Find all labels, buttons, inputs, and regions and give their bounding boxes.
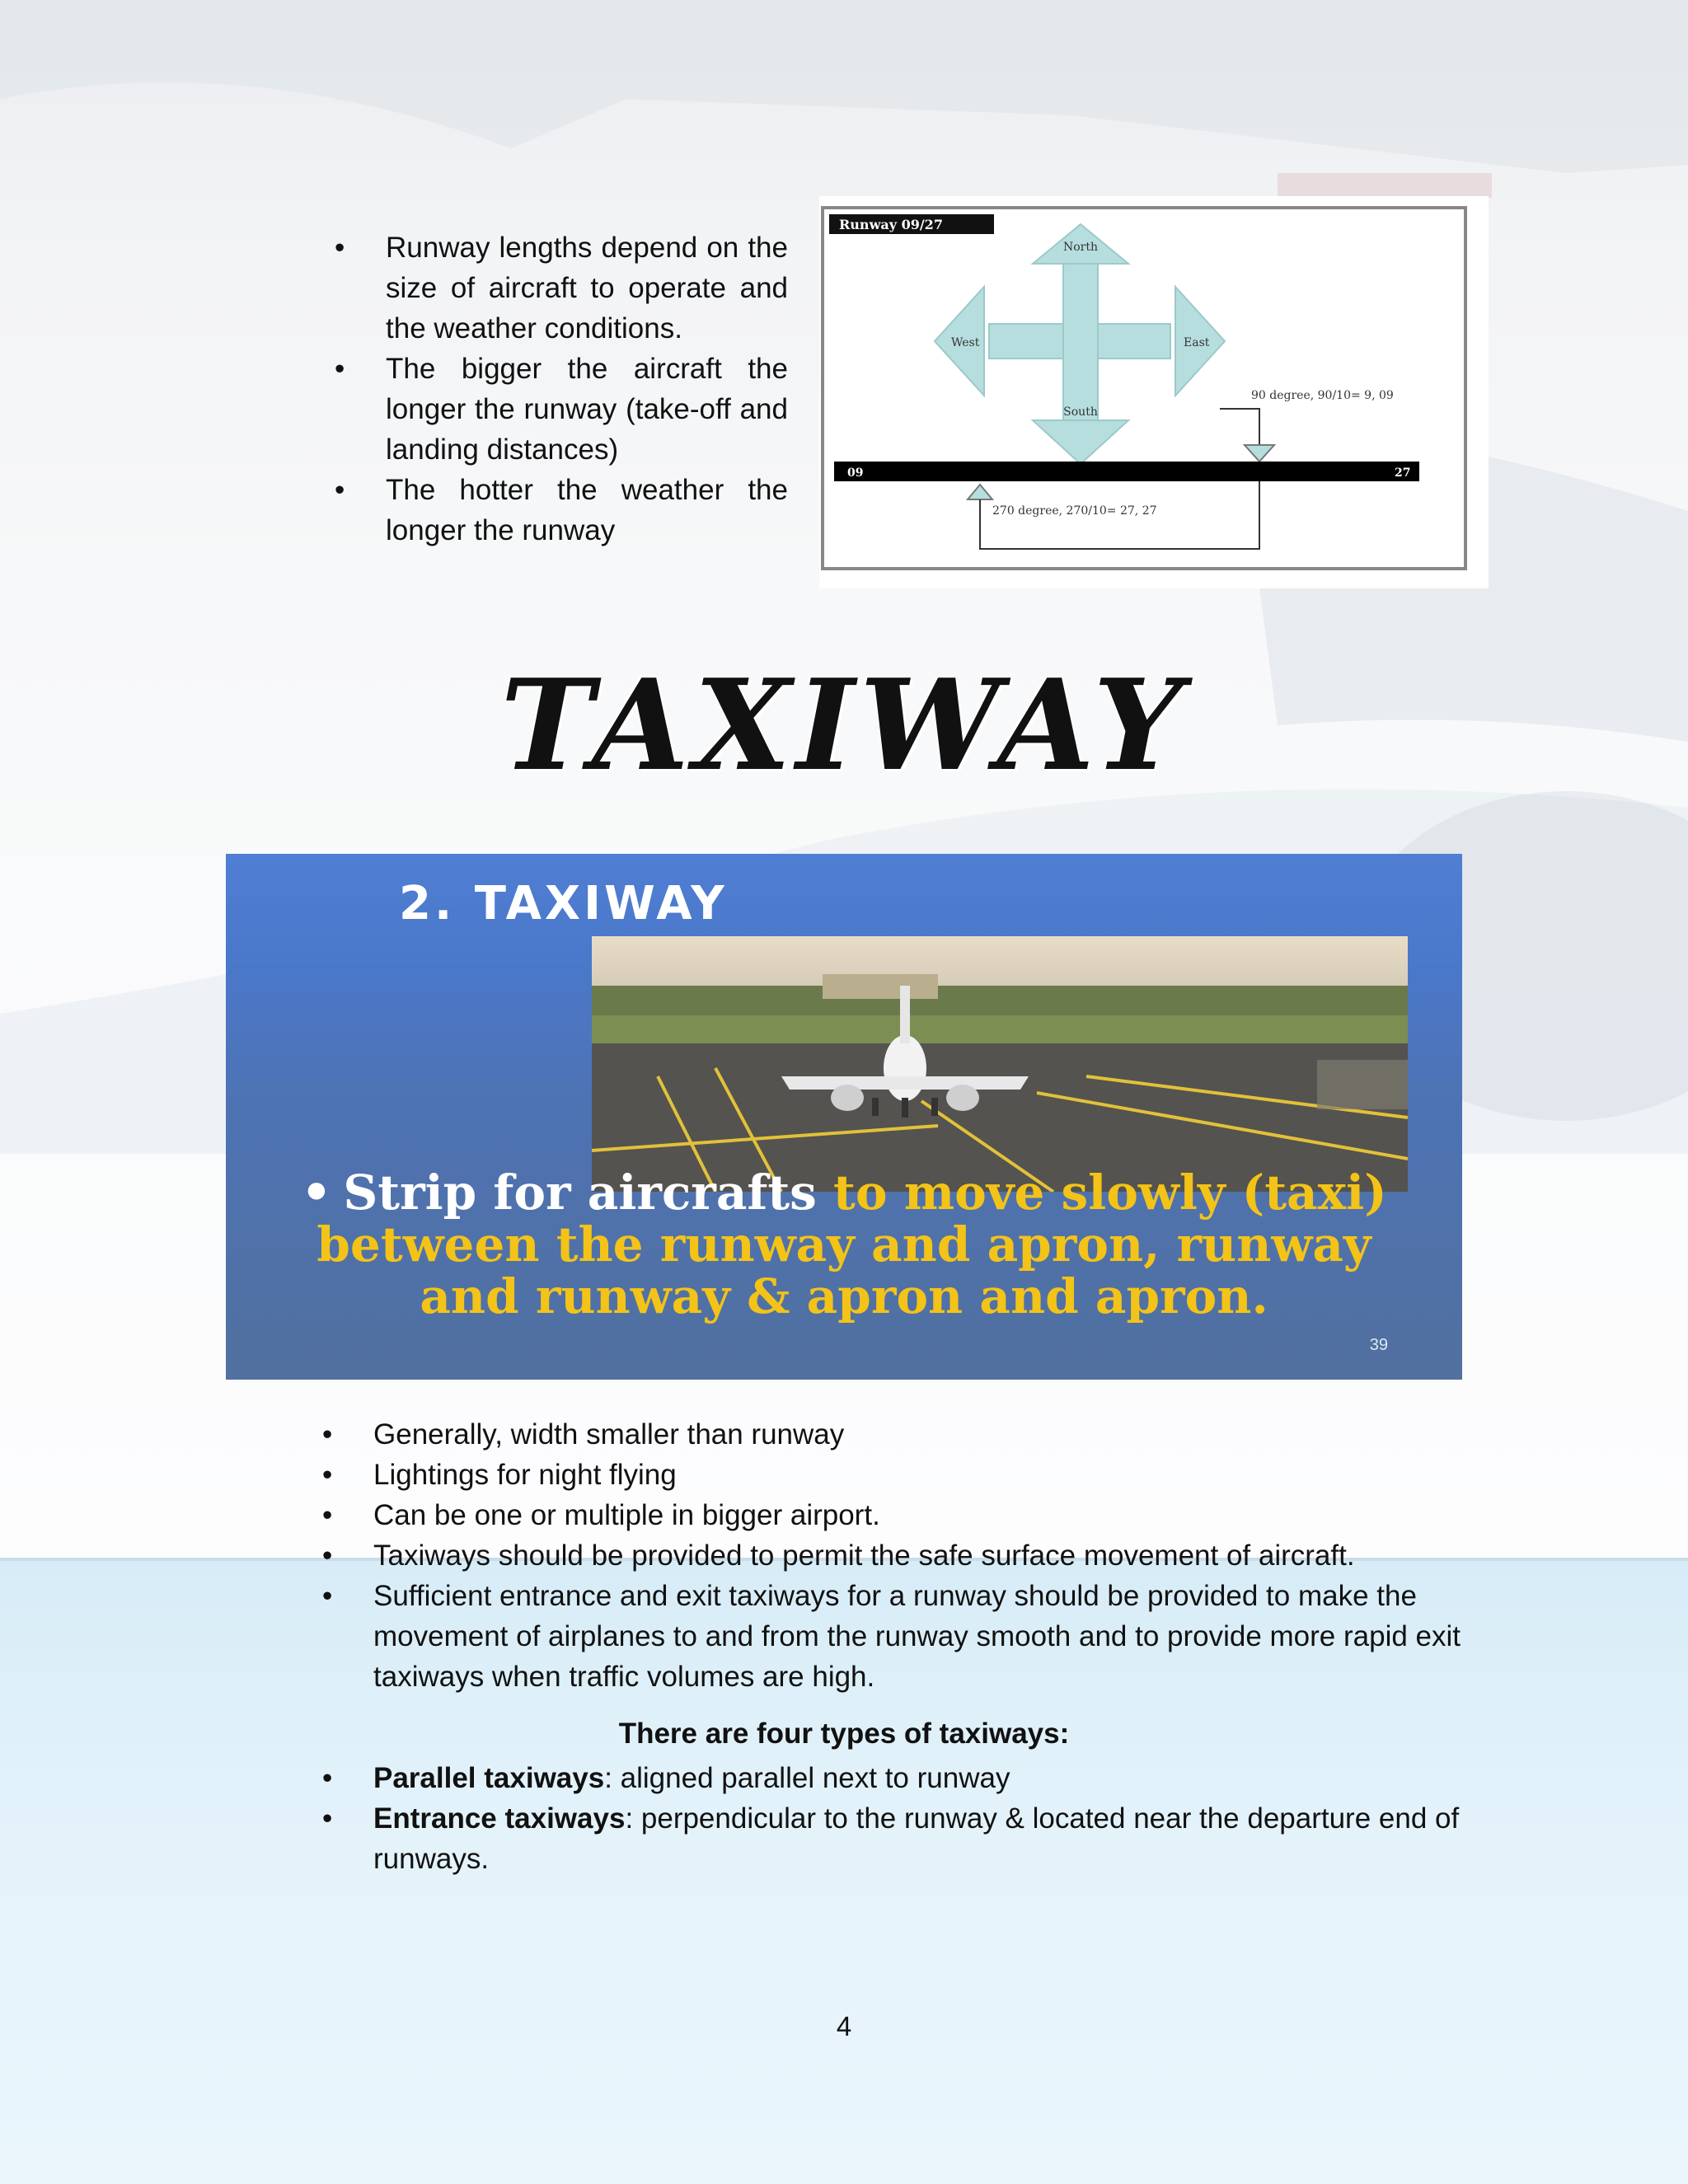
airplane-on-taxiway-illustration — [592, 936, 1408, 1192]
slide-title: 2. TAXIWAY — [399, 877, 728, 930]
section-title: TAXIWAY — [500, 651, 1188, 799]
runway-bullet-list — [335, 227, 788, 551]
list-item: • Taxiways should be provided to permit the safe surface movement of aircraft. — [322, 1540, 1355, 1572]
list-item: • Parallel taxiways: aligned parallel next to runway — [322, 1762, 1010, 1794]
runway-09-label: 09 — [847, 466, 864, 480]
label-east: East — [1184, 336, 1210, 349]
taxiway-bullet-list — [322, 1414, 1511, 1697]
type-term: Entrance taxiways — [373, 1802, 626, 1835]
diagram-tag: Runway 09/27 — [839, 217, 943, 232]
list-item: • The bigger the aircraft the longer the runway (take-off and landing distances) — [335, 353, 788, 466]
runway-27-label: 27 — [1395, 466, 1411, 480]
list-item: • Generally, width smaller than runway — [322, 1418, 845, 1451]
taxiway-types-list — [322, 1758, 1511, 1879]
runway-diagram-svg — [819, 196, 1489, 588]
runway-diagram — [819, 196, 1489, 588]
label-west: West — [951, 336, 980, 349]
slide-bullet-text: • Strip for aircrafts to move slowly (taxi) between the runway and apron, runway and runway & apron and apron. — [301, 1165, 1387, 1324]
type-term: Parallel taxiways — [373, 1762, 605, 1794]
list-item: • Entrance taxiways: perpendicular to the runway & located near the departure end of runways. — [322, 1802, 1460, 1875]
note-270-degree: 270 degree, 270/10= 27, 27 — [992, 504, 1157, 518]
list-item: • Runway lengths depend on the size of aircraft to operate and the weather conditions. — [335, 232, 788, 344]
label-north: North — [1062, 241, 1099, 254]
airplane-photo — [592, 936, 1408, 1192]
taxiway-slide-image — [226, 854, 1462, 1380]
page-number: 4 — [836, 2011, 852, 2041]
runway-bar — [834, 462, 1419, 481]
note-90-degree: 90 degree, 90/10= 9, 09 — [1251, 389, 1394, 402]
list-item: • Lightings for night flying — [322, 1459, 677, 1491]
list-item: • Can be one or multiple in bigger airport. — [322, 1499, 880, 1531]
label-south: South — [1063, 405, 1098, 419]
list-item: • Sufficient entrance and exit taxiways for a runway should be provided to make the movement of airplanes to and from the runway smooth and to provide more rapid exit taxiways when traffic volumes are high. — [322, 1580, 1461, 1693]
list-item: • The hotter the weather the longer the runway — [335, 474, 788, 546]
slide-number: 39 — [1369, 1336, 1388, 1354]
taxiway-types-heading: There are four types of taxiways: — [618, 1718, 1070, 1750]
